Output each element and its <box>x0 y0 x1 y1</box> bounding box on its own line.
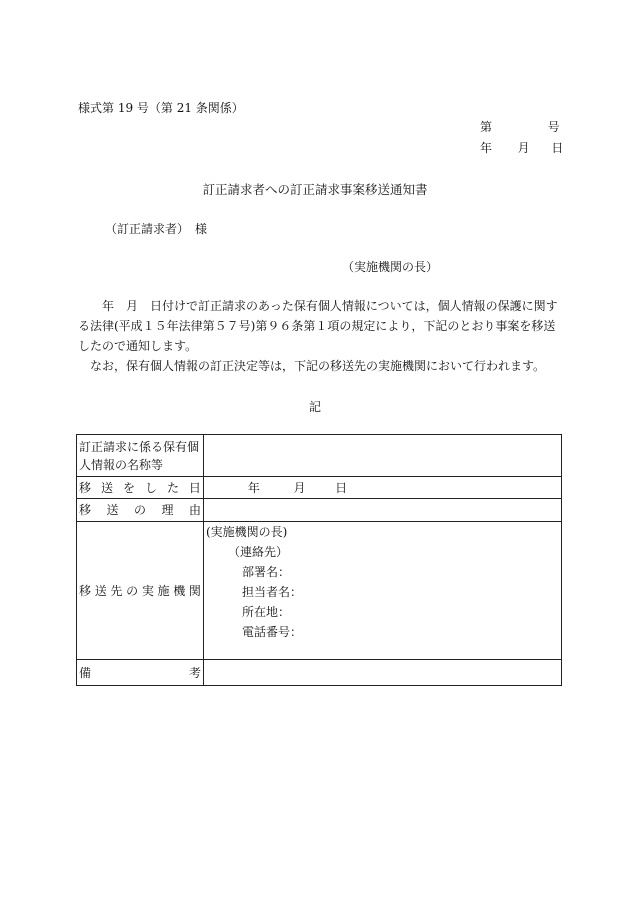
agency-head-line: (実施機関の長) <box>206 525 288 539</box>
transfer-date-value <box>204 477 562 499</box>
remarks-value <box>204 660 562 686</box>
transfer-date-year: 年 <box>247 481 260 495</box>
document-number-line <box>480 118 560 135</box>
destination-agency-label <box>77 522 204 660</box>
transfer-date-label-chars: 移 送 を し た 日 <box>79 480 201 495</box>
destination-agency-value <box>204 522 562 660</box>
transfer-date-day: 日 <box>335 481 348 495</box>
info-name-label: 訂正請求に係る保有個人情報の名称等 <box>77 435 204 477</box>
table-row <box>77 522 562 660</box>
table-row <box>77 499 562 522</box>
form-number: 様式第 19 号（第 21 条関係） <box>78 101 244 115</box>
contact-heading: （連絡先） <box>228 545 289 559</box>
phone-line: 電話番号： <box>242 625 303 639</box>
addressee: （訂正請求者） 様 <box>105 222 208 236</box>
transfer-date-month: 月 <box>293 481 306 495</box>
document-number-suffix: 号 <box>547 120 560 134</box>
transfer-reason-label <box>77 499 204 522</box>
notice-paragraph-2: なお，保有個人情報の訂正決定等は，下記の移送先の実施機関において行われます。 <box>90 359 546 373</box>
address-line: 所在地： <box>242 605 291 619</box>
remarks-label <box>77 660 204 686</box>
transfer-date-label <box>77 477 204 499</box>
issue-date-day: 日 <box>551 141 564 155</box>
table-row <box>77 435 562 477</box>
destination-agency-label-chars: 移 送 先 の 実 施 機 関 <box>79 583 201 598</box>
document-number-prefix: 第 <box>480 120 493 134</box>
issue-date-month: 月 <box>517 141 530 155</box>
issue-date-line <box>480 139 563 156</box>
remarks-label-chars: 備 考 <box>79 665 201 680</box>
notice-paragraph-1: 年 月 日付けで訂正請求のあった保有個人情報については，個人情報の保護に関する法律(平成１５年法律第５７号)第９６条第１項の規定により，下記のとおり事案を移送したので通知します。 <box>78 299 558 353</box>
person-line: 担当者名： <box>242 585 303 599</box>
transfer-reason-label-chars: 移 送 の 理 由 <box>79 503 201 517</box>
transfer-reason-value <box>204 499 562 522</box>
table-row <box>77 477 562 499</box>
department-line: 部署名： <box>242 565 291 579</box>
table-row <box>77 660 562 686</box>
transfer-record-table <box>76 434 562 686</box>
ki-heading: 記 <box>308 400 321 414</box>
document-title: 訂正請求者への訂正請求事案移送通知書 <box>202 182 428 197</box>
sender: （実施機関の長） <box>342 260 439 274</box>
notice-body <box>78 296 558 376</box>
info-name-value <box>204 435 562 477</box>
issue-date-year: 年 <box>480 141 493 155</box>
